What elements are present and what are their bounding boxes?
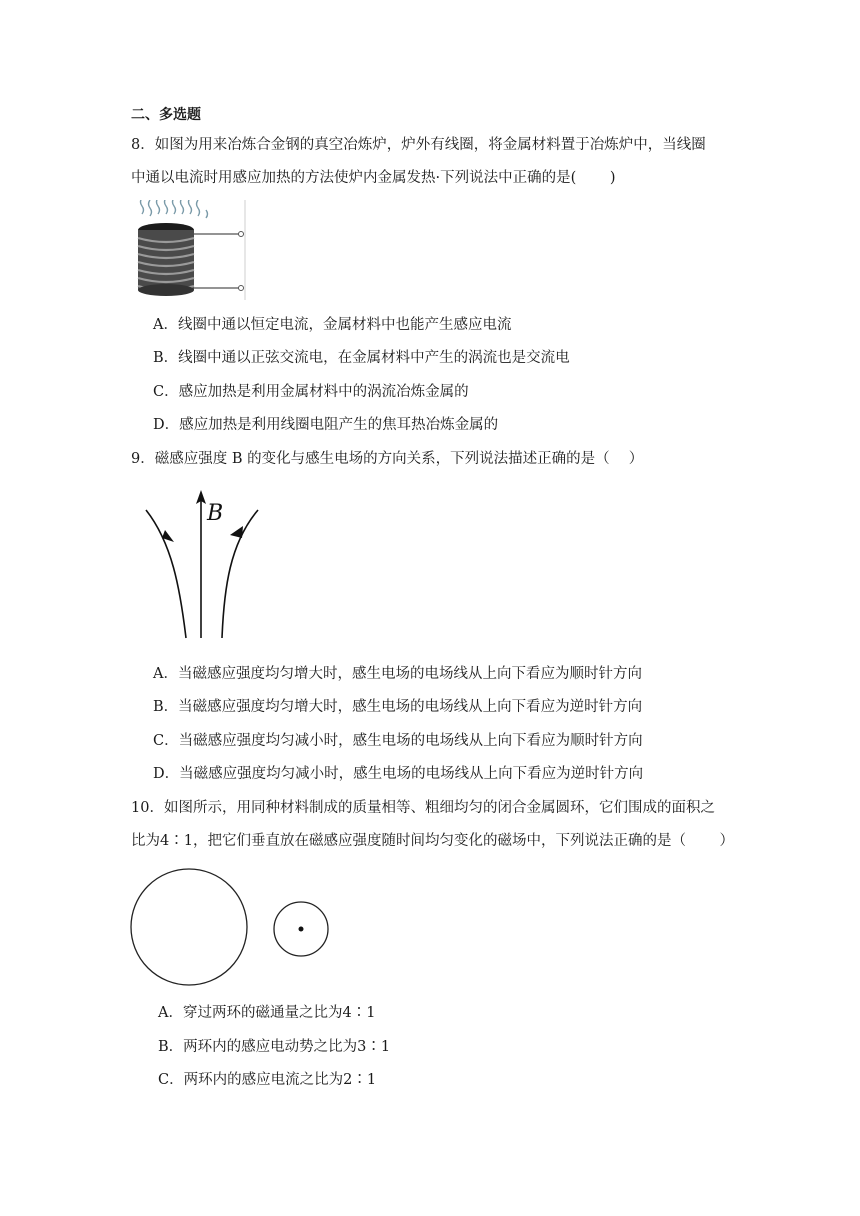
- q10-stem-line-2: 比为4∶1，把它们垂直放在磁感应强度随时间均匀变化的磁场中，下列说法正确的是（ ）: [131, 833, 735, 849]
- q9-option-a: A．当磁感应强度均匀增大时，感生电场的电场线从上向下看应为顺时针方向: [153, 666, 642, 682]
- q9-option-c: C．当磁感应强度均匀减小时，感生电场的电场线从上向下看应为顺时针方向: [153, 733, 643, 749]
- small-ring-center-dot: [299, 927, 304, 932]
- induction-furnace-figure: [128, 200, 253, 300]
- field-label-b: B: [207, 501, 224, 526]
- q8-option-a: A．线圈中通以恒定电流，金属材料中也能产生感应电流: [153, 317, 512, 333]
- q9-option-b: B．当磁感应强度均匀增大时，感生电场的电场线从上向下看应为逆时针方向: [153, 699, 643, 715]
- q10-option-c: C．两环内的感应电流之比为2∶1: [158, 1072, 377, 1088]
- q8-stem-line-1: 8．如图为用来冶炼合金钢的真空冶炼炉，炉外有线圈，将金属材料置于冶炼炉中，当线圈: [131, 137, 706, 153]
- q8-option-d: D．感应加热是利用线圈电阻产生的焦耳热冶炼金属的: [153, 417, 499, 433]
- magnetic-field-figure: [138, 488, 268, 648]
- q9-option-d: D．当磁感应强度均匀减小时，感生电场的电场线从上向下看应为逆时针方向: [153, 766, 644, 782]
- q10-stem-line-1: 10．如图所示，用同种材料制成的质量相等、粗细均匀的闭合金属圆环，它们围成的面积之: [131, 800, 715, 816]
- rings-figure: [128, 868, 338, 988]
- q8-option-b: B．线圈中通以正弦交流电，在金属材料中产生的涡流也是交流电: [153, 350, 570, 366]
- q10-option-b: B．两环内的感应电动势之比为3∶1: [158, 1039, 391, 1055]
- q10-option-a: A．穿过两环的磁通量之比为4∶1: [158, 1005, 376, 1021]
- section-heading: 二、多选题: [131, 107, 201, 123]
- large-ring: [131, 869, 247, 985]
- q8-stem-line-2: 中通以电流时用感应加热的方法使炉内金属发热·下列说法中正确的是( ): [131, 170, 616, 186]
- q9-stem: 9．磁感应强度 B 的变化与感生电场的方向关系，下列说法描述正确的是（ ）: [131, 451, 644, 467]
- q8-option-c: C．感应加热是利用金属材料中的涡流冶炼金属的: [153, 384, 469, 400]
